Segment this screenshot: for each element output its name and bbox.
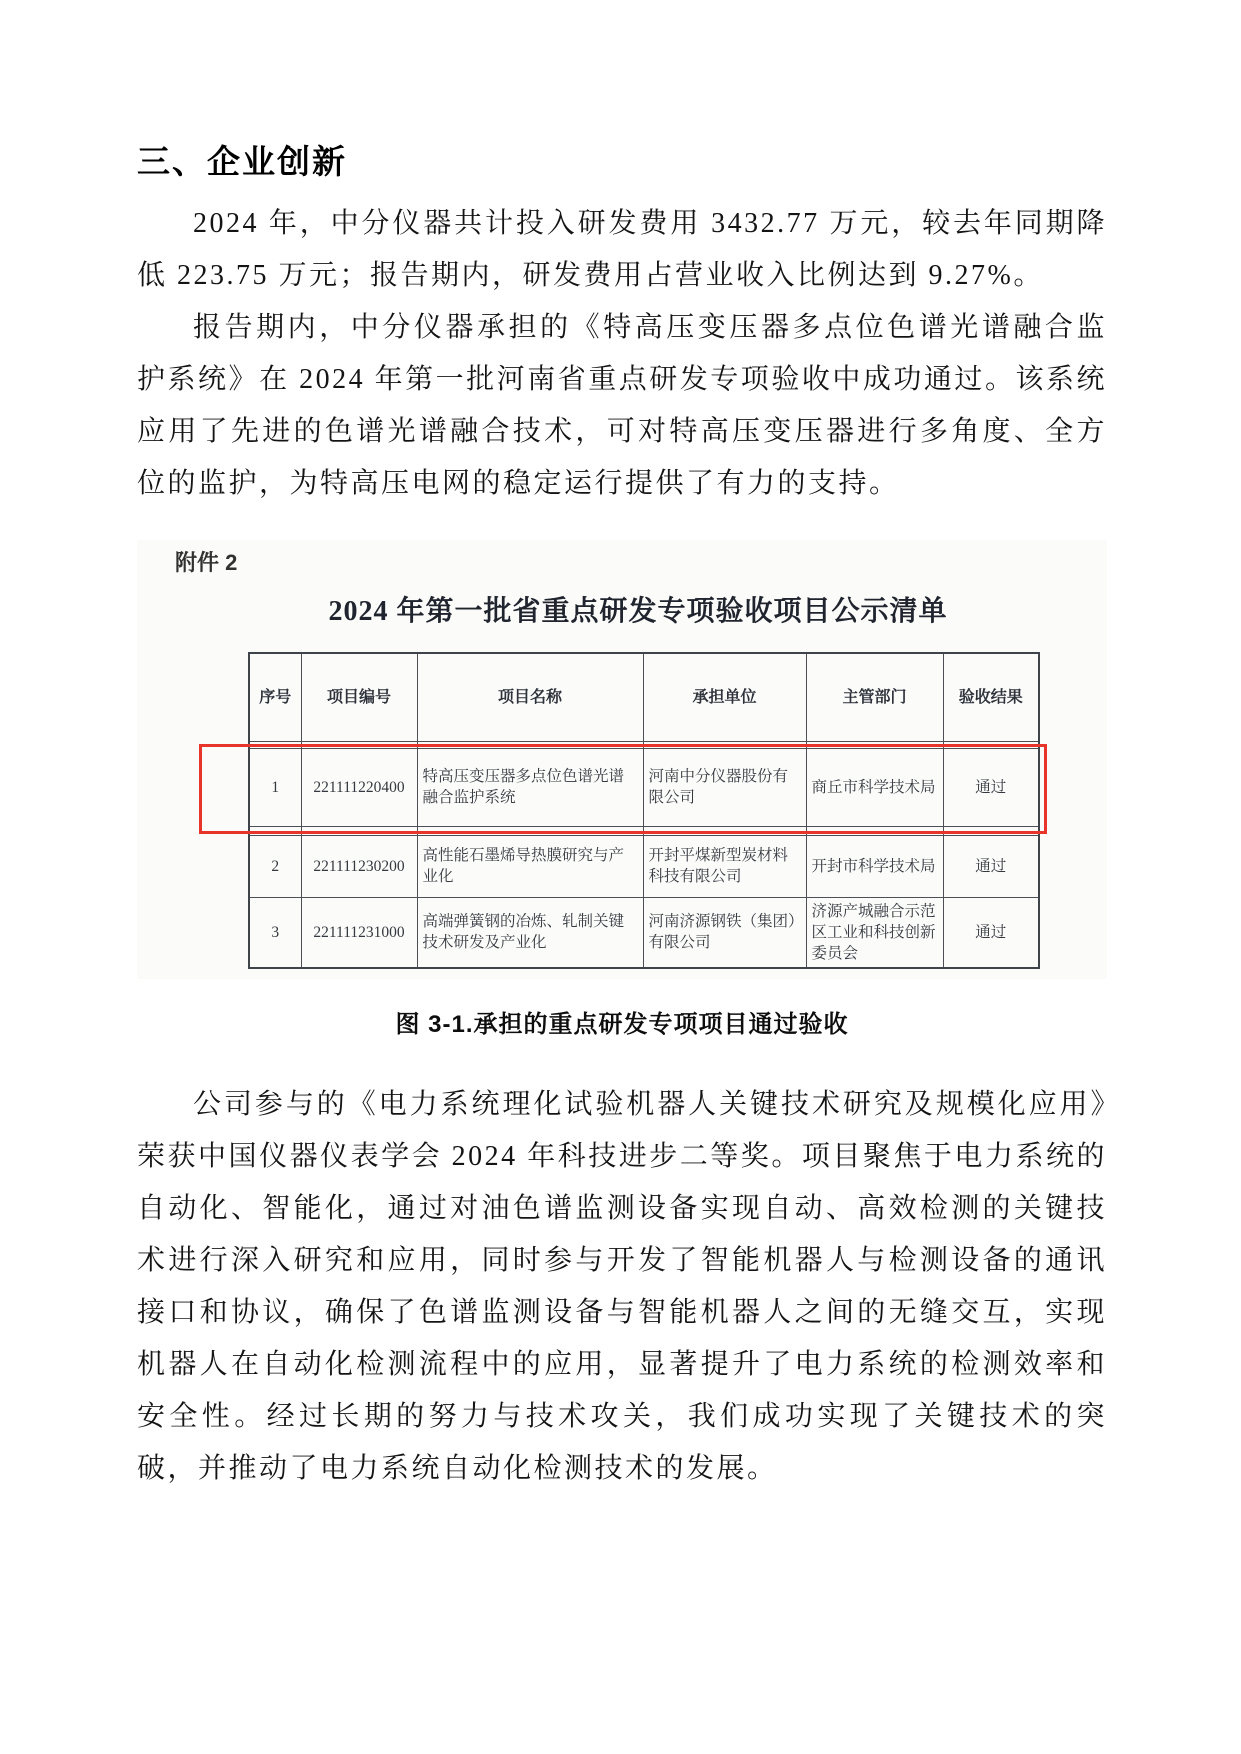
paragraph-rd-expense: 2024 年，中分仪器共计投入研发费用 3432.77 万元，较去年同期降低 223.75 万元；报告期内，研发费用占营业收入比例达到 9.27%。 — [137, 208, 1107, 291]
col-header-seq: 序号 — [249, 653, 301, 741]
col-header-code: 项目编号 — [301, 653, 417, 741]
figure-caption: 图 3-1.承担的重点研发专项项目通过验收 — [395, 1011, 849, 1038]
cell-dept: 商丘市科学技术局 — [806, 748, 943, 826]
cell-name: 高端弹簧钢的冶炼、轧制关键技术研发及产业化 — [417, 897, 643, 968]
attachment-figure — [137, 540, 1107, 979]
table-row-2 — [249, 835, 1039, 897]
acceptance-table-wrapper — [248, 652, 1040, 969]
col-header-name: 项目名称 — [417, 653, 643, 741]
cell-seq: 2 — [249, 835, 301, 897]
col-header-result: 验收结果 — [943, 653, 1039, 741]
section-heading: 三、企业创新 — [137, 143, 347, 180]
cell-org: 开封平煤新型炭材料科技有限公司 — [643, 835, 806, 897]
acceptance-table — [248, 652, 1040, 969]
cell-name: 特高压变压器多点位色谱光谱融合监护系统 — [417, 748, 643, 826]
table-title: 2024 年第一批省重点研发专项验收项目公示清单 — [328, 596, 948, 627]
cell-org: 河南济源钢铁（集团）有限公司 — [643, 897, 806, 968]
cell-result: 通过 — [943, 897, 1039, 968]
cell-code: 221111220400 — [301, 748, 417, 826]
cell-dept: 开封市科学技术局 — [806, 835, 943, 897]
table-row-1 — [249, 748, 1039, 826]
cell-seq: 1 — [249, 748, 301, 826]
paragraph-project-acceptance: 报告期内，中分仪器承担的《特高压变压器多点位色谱光谱融合监护系统》在 2024 年第一批河南省重点研发专项验收中成功通过。该系统应用了先进的色谱光谱融合技术，可对特高压变压器进行多角度、全方位的监护，为特高压电网的稳定运行提供了有力的支持。 — [137, 312, 1107, 499]
spacer-row — [249, 826, 1039, 835]
cell-org: 河南中分仪器股份有限公司 — [643, 748, 806, 826]
cell-name: 高性能石墨烯导热膜研究与产业化 — [417, 835, 643, 897]
attachment-label: 附件 2 — [175, 550, 238, 575]
col-header-dept: 主管部门 — [806, 653, 943, 741]
cell-code: 221111231000 — [301, 897, 417, 968]
cell-code: 221111230200 — [301, 835, 417, 897]
col-header-org: 承担单位 — [643, 653, 806, 741]
cell-result: 通过 — [943, 748, 1039, 826]
paragraph-robot-award: 公司参与的《电力系统理化试验机器人关键技术研究及规模化应用》荣获中国仪器仪表学会 2024 年科技进步二等奖。项目聚焦于电力系统的自动化、智能化，通过对油色谱监测设备实现自动、高效检测的关键技术进行深入研究和应用，同时参与开发了智能机器人与检测设备的通讯接口和协议，确保了色谱监测设备与智能机器人之间的无缝交互，实现机器人在自动化检测流程中的应用，显著提升了电力系统的检测效率和安全性。经过长期的努力与技术攻关，我们成功实现了关键技术的突破，并推动了电力系统自动化检测技术的发展。 — [137, 1089, 1107, 1484]
cell-dept: 济源产城融合示范区工业和科技创新委员会 — [806, 897, 943, 968]
spacer-row — [249, 741, 1039, 748]
cell-result: 通过 — [943, 835, 1039, 897]
cell-seq: 3 — [249, 897, 301, 968]
table-header-row — [249, 653, 1039, 741]
table-row-3 — [249, 897, 1039, 968]
